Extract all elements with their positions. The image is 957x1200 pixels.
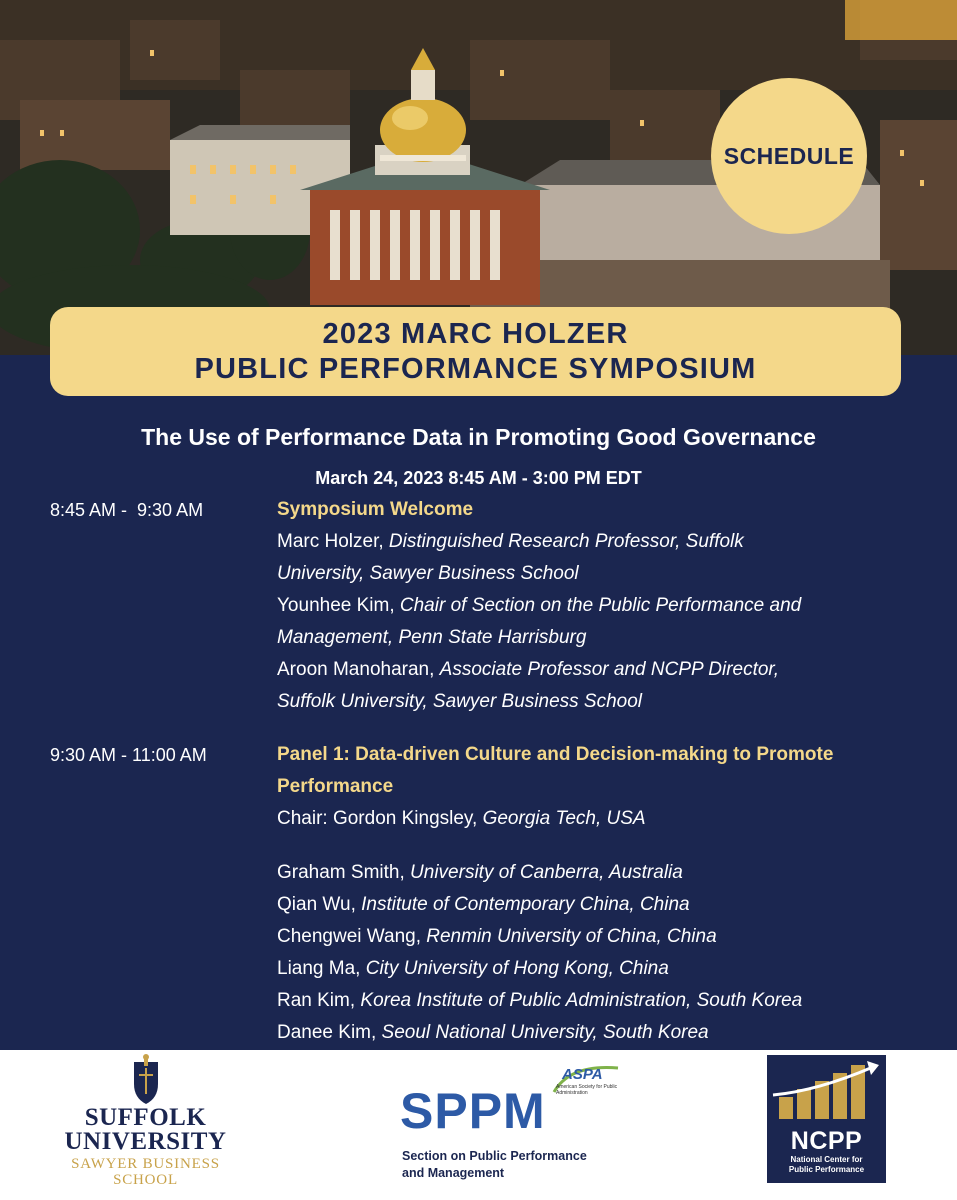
suffolk-crest-icon xyxy=(126,1054,166,1106)
banner-line-1: 2023 MARC HOLZER xyxy=(322,317,629,350)
symposium-subtitle: The Use of Performance Data in Promoting Good Governance xyxy=(141,424,816,450)
session-title: Symposium Welcome xyxy=(277,499,474,520)
chair-affiliation: Georgia Tech, USA xyxy=(482,808,646,829)
suffolk-school: SAWYER BUSINESS SCHOOL xyxy=(71,1156,220,1188)
panelist-affiliation: Korea Institute of Public Administration, South Korea xyxy=(360,990,803,1011)
ncpp-full-name: National Center for Public Performance xyxy=(788,1155,865,1174)
panelist-affiliation: Seoul National University, South Korea xyxy=(381,1022,709,1043)
speaker-affiliation: Associate Professor and NCPP Director, xyxy=(439,659,779,680)
session-time: 8:45 AM - 9:30 AM xyxy=(50,500,204,520)
sppm-full-name: Section on Public Performance and Management xyxy=(402,1149,587,1180)
session-title-line-2: Performance xyxy=(277,776,394,797)
panelist-name: Liang Ma, xyxy=(277,958,366,979)
session-content xyxy=(277,494,917,718)
panelist-name: Ran Kim, xyxy=(277,990,361,1011)
sponsor-footer xyxy=(0,1050,957,1200)
session-content xyxy=(277,739,917,1049)
hero-photo-state-house xyxy=(0,0,957,355)
suffolk-name: SUFFOLK UNIVERSITY xyxy=(64,1104,227,1155)
panelist-name: Danee Kim, xyxy=(277,1022,382,1043)
speaker-line xyxy=(277,526,917,558)
session-title-line-1: Panel 1: Data-driven Culture and Decision-making to Promote xyxy=(277,744,834,765)
chair-name: Chair: Gordon Kingsley, xyxy=(277,808,483,829)
panelist-affiliation: Renmin University of China, China xyxy=(426,926,717,947)
speaker-name: Marc Holzer, xyxy=(277,531,389,552)
session-time: 9:30 AM - 11:00 AM xyxy=(50,745,207,765)
speaker-line xyxy=(277,558,917,590)
spacer xyxy=(277,835,917,857)
sppm-wordmark: SPPM xyxy=(400,1083,546,1139)
speaker-affiliation: Management, Penn State Harrisburg xyxy=(277,627,587,648)
aspa-full-name: American Society for Public Administration xyxy=(556,1084,618,1096)
panelist-line xyxy=(277,1017,917,1049)
speaker-line xyxy=(277,654,917,686)
panelist-name: Chengwei Wang, xyxy=(277,926,427,947)
chair-line xyxy=(277,803,917,835)
speaker-line xyxy=(277,590,917,622)
speaker-line xyxy=(277,686,917,718)
speaker-affiliation: Distinguished Research Professor, Suffolk xyxy=(388,531,744,552)
speaker-line xyxy=(277,622,917,654)
symposium-dateline: March 24, 2023 8:45 AM - 3:00 PM EDT xyxy=(315,468,642,488)
panelist-name: Qian Wu, xyxy=(277,894,362,915)
ncpp-logo xyxy=(767,1055,886,1183)
panelist-affiliation: City University of Hong Kong, China xyxy=(365,958,669,979)
sppm-logo xyxy=(400,1062,630,1192)
panelist-line xyxy=(277,889,917,921)
banner-line-2: PUBLIC PERFORMANCE SYMPOSIUM xyxy=(194,352,757,385)
panelist-line xyxy=(277,921,917,953)
aspa-wordmark: ASPA xyxy=(562,1066,603,1083)
panelist-name: Graham Smith, xyxy=(277,862,411,883)
symposium-title-banner xyxy=(50,307,901,396)
speaker-name: Aroon Manoharan, xyxy=(277,659,440,680)
suffolk-university-logo xyxy=(58,1054,233,1188)
schedule-badge: SCHEDULE xyxy=(711,78,867,234)
ncpp-wordmark: NCPP xyxy=(790,1127,863,1155)
panelist-affiliation: University of Canberra, Australia xyxy=(410,862,683,883)
speaker-affiliation: University, Sawyer Business School xyxy=(277,563,579,584)
panelist-affiliation: Institute of Contemporary China, China xyxy=(361,894,690,915)
panelist-line xyxy=(277,953,917,985)
speaker-affiliation: Chair of Section on the Public Performance and xyxy=(399,595,802,616)
ncpp-bar-chart-icon xyxy=(767,1055,886,1125)
panelist-line xyxy=(277,857,917,889)
speaker-affiliation: Suffolk University, Sawyer Business School xyxy=(277,691,643,712)
speaker-name: Younhee Kim, xyxy=(277,595,400,616)
panelist-line xyxy=(277,985,917,1017)
